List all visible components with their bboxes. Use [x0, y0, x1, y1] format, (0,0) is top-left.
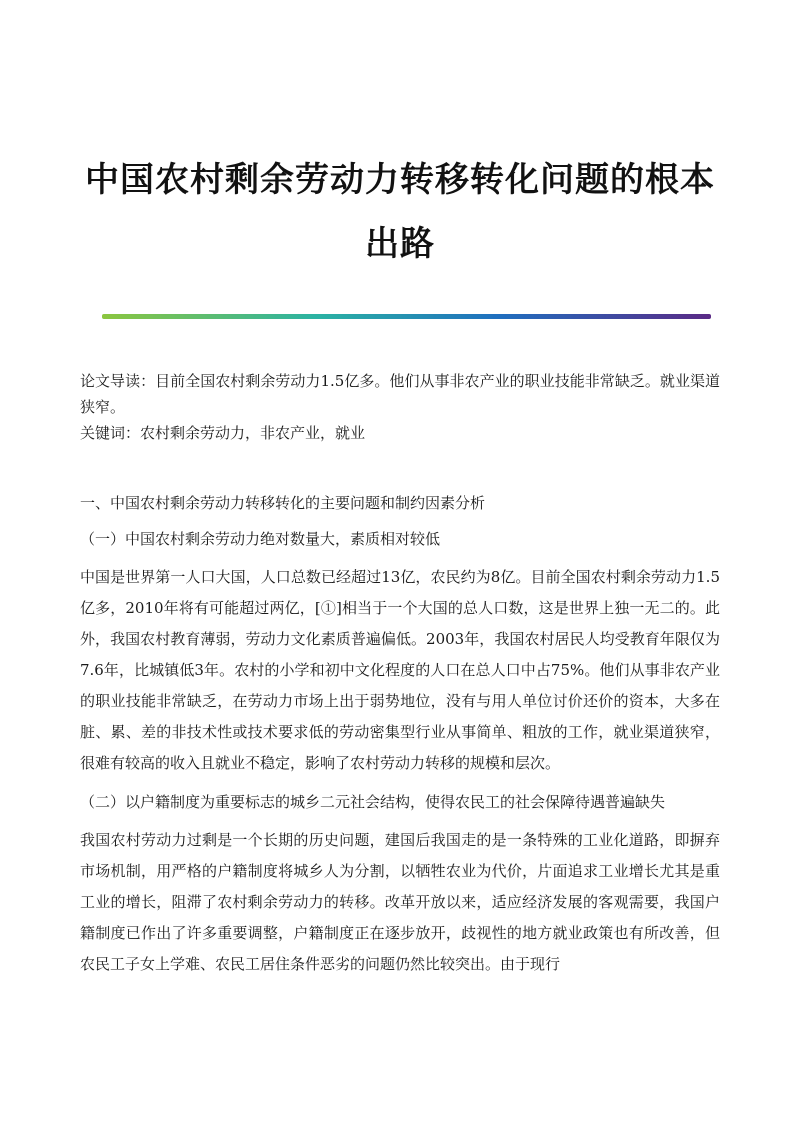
subsection-heading-2: （二）以户籍制度为重要标志的城乡二元社会结构，使得农民工的社会保障待遇普遍缺失 [80, 793, 666, 811]
title-divider [102, 314, 711, 319]
paragraph-1: 中国是世界第一人口大国，人口总数已经超过13亿，农民约为8亿。目前全国农村剩余劳动力1.5亿多，2010年将有可能超过两亿，[①]相当于一个大国的总人口数，这是世界上独一无二的。此外，我国农村教育薄弱，劳动力文化素质普遍偏低。2003年，我国农村居民人均受教育年限仅为7.6年，比城镇低3年。农村的小学和初中文化程度的人口在总人口中占75%。他们从事非农产业的职业技能非常缺乏，在劳动力市场上出于弱势地位，没有与用人单位讨价还价的资本，大多在脏、累、差的非技术性或技术要求低的劳动密集型行业从事简单、粗放的工作，就业渠道狭窄，很难有较高的收入且就业不稳定，影响了农村劳动力转移的规模和层次。 [80, 568, 720, 772]
abstract-intro: 论文导读：目前全国农村剩余劳动力1.5亿多。他们从事非农产业的职业技能非常缺乏。就业渠道狭窄。 [80, 372, 720, 416]
document-title: 中国农村剩余劳动力转移转化问题的根本出路 [85, 160, 715, 264]
paragraph-2: 我国农村劳动力过剩是一个长期的历史问题，建国后我国走的是一条特殊的工业化道路，即摒弃市场机制，用严格的户籍制度将城乡人为分割，以牺牲农业为代价，片面追求工业增长尤其是重工业的增长，阻滞了农村剩余劳动力的转移。改革开放以来，适应经济发展的客观需要，我国户籍制度已作出了许多重要调整，户籍制度正在逐步放开，歧视性的地方就业政策也有所改善，但农民工子女上学难、农民工居住条件恶劣的问题仍然比较突出。由于现行 [80, 831, 720, 973]
keywords-line: 关键词：农村剩余劳动力，非农产业，就业 [80, 424, 366, 442]
subsection-heading-1: （一）中国农村剩余劳动力绝对数量大，素质相对较低 [80, 530, 441, 548]
document-body [80, 368, 720, 990]
section-heading-1: 一、中国农村剩余劳动力转移转化的主要问题和制约因素分析 [80, 494, 486, 512]
